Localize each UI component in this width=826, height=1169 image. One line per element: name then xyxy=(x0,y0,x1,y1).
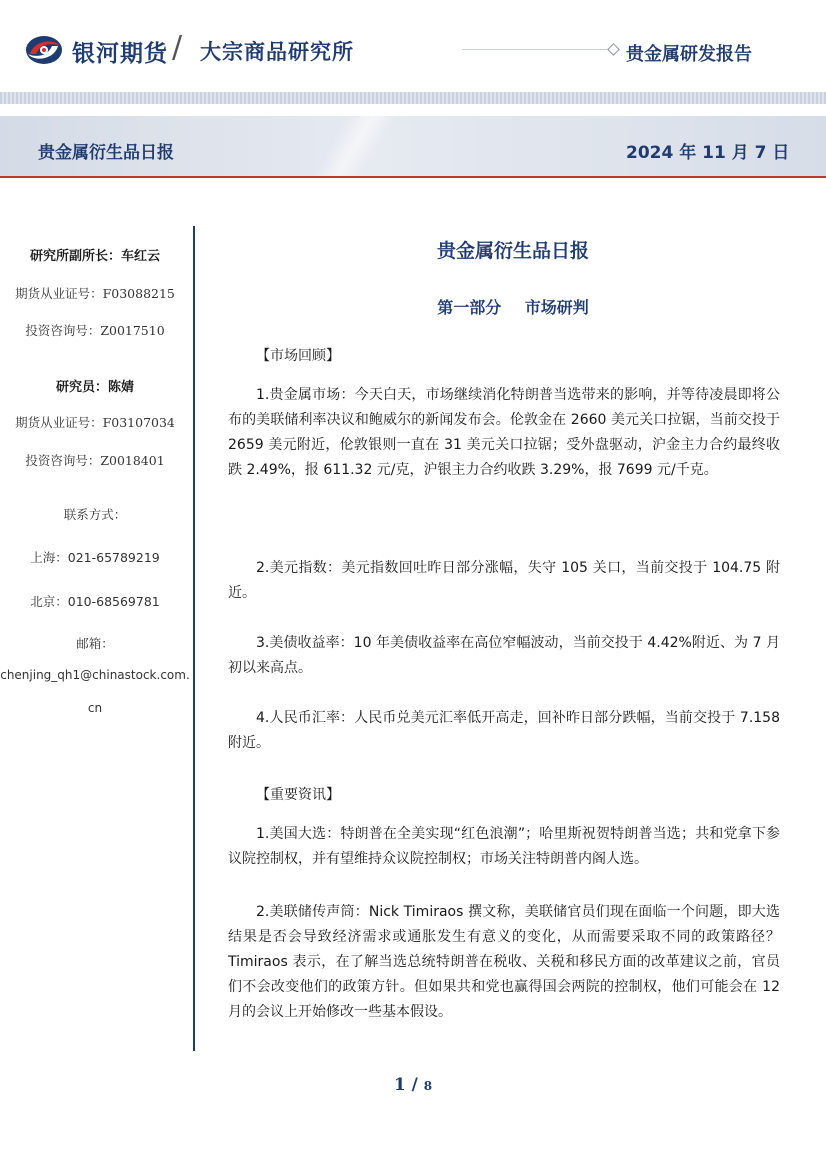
contact-label: 联系方式： xyxy=(63,507,127,522)
page-header xyxy=(0,0,826,92)
galaxy-swirl-logo-icon xyxy=(24,34,64,66)
sidebar-divider xyxy=(193,226,195,1051)
deputy-consult-cert: 投资咨询号：Z0017510 xyxy=(25,323,165,338)
email-address[interactable]: chenjing_qh1@chinastock.com. xyxy=(0,668,190,682)
title-bar-shine xyxy=(310,116,400,176)
brand-name: 银河期货 xyxy=(72,41,168,67)
section-title: 第一部分 市场研判 xyxy=(437,298,589,317)
header-band xyxy=(0,92,826,104)
header-decor-line xyxy=(462,49,612,50)
report-name: 贵金属衍生品日报 xyxy=(38,143,174,163)
email-label: 邮箱： xyxy=(76,636,114,651)
page-total: 8 xyxy=(423,1079,433,1093)
page-number xyxy=(0,1075,826,1095)
review-paragraph: 3.美债收益率：10 年美债收益率在高位窄幅波动，当前交投于 4.42%附近、为 7 月初以来高点。 xyxy=(228,635,780,676)
news-paragraph: 1.美国大选：特朗普在全美实现“红色浪潮”；哈里斯祝贺特朗普当选；共和党拿下参议院控制权，并有望维持众议院控制权；市场关注特朗普内阁人选。 xyxy=(228,826,780,867)
page-current: 1 xyxy=(393,1075,406,1095)
beijing-phone: 北京：010-68569781 xyxy=(30,594,160,609)
review-paragraph: 4.人民币汇率：人民币兑美元汇率低开高走，回补昨日部分跌幅，当前交投于 7.158 附近。 xyxy=(228,710,780,751)
report-type: 贵金属研发报告 xyxy=(626,44,752,65)
shanghai-phone: 上海：021-65789219 xyxy=(30,550,160,565)
news-paragraph: 2.美联储传声筒：Nick Timiraos 撰文称，美联储官员们现在面临一个问题，即大选结果是否会导致经济需求或通胀发生有意义的变化，从而需要采取不同的政策路径？Timiraos 表示，在了解当选总统特朗普在税收、关税和移民方面的改革建议之前，官员们不会改变他们的政策方针。但如果共和党也赢得国会两院的控制权，他们可能会在 12 月的会议上开始修改一些基本假设。 xyxy=(228,904,780,1020)
page-separator: / xyxy=(405,1075,424,1095)
header-separator: / xyxy=(172,30,183,65)
diamond-icon xyxy=(607,43,620,56)
key-news-tag: 【重要资讯】 xyxy=(256,787,340,803)
review-paragraph: 2.美元指数：美元指数回吐昨日部分涨幅，失守 105 关口，当前交投于 104.75 附近。 xyxy=(228,560,780,601)
researcher-futures-cert: 期货从业证号：F03107034 xyxy=(15,415,175,430)
report-date: 2024 年 11 月 7 日 xyxy=(626,143,790,163)
market-review-tag: 【市场回顾】 xyxy=(256,348,340,364)
researcher-consult-cert: 投资咨询号：Z0018401 xyxy=(25,453,165,468)
title-bar-underline xyxy=(0,176,826,178)
email-address-cont[interactable]: cn xyxy=(87,701,103,715)
researcher-name: 研究员：陈婧 xyxy=(55,380,134,395)
institute-name: 大宗商品研究所 xyxy=(200,40,354,64)
deputy-director: 研究所副所长：车红云 xyxy=(29,249,160,264)
review-paragraph: 1.贵金属市场：今天白天，市场继续消化特朗普当选带来的影响，并等待凌晨即将公布的美联储利率决议和鲍威尔的新闻发布会。伦敦金在 2660 美元关口拉锯，当前交投于 2659 美元附近，伦敦银则一直在 31 美元关口拉锯；受外盘驱动，沪金主力合约最终收跌 2.49%，报 611.32 元/克，沪银主力合约收跌 3.29%，报 7699 元/千克。 xyxy=(228,387,780,478)
deputy-futures-cert: 期货从业证号：F03088215 xyxy=(15,286,175,301)
document-title: 贵金属衍生品日报 xyxy=(436,240,589,262)
